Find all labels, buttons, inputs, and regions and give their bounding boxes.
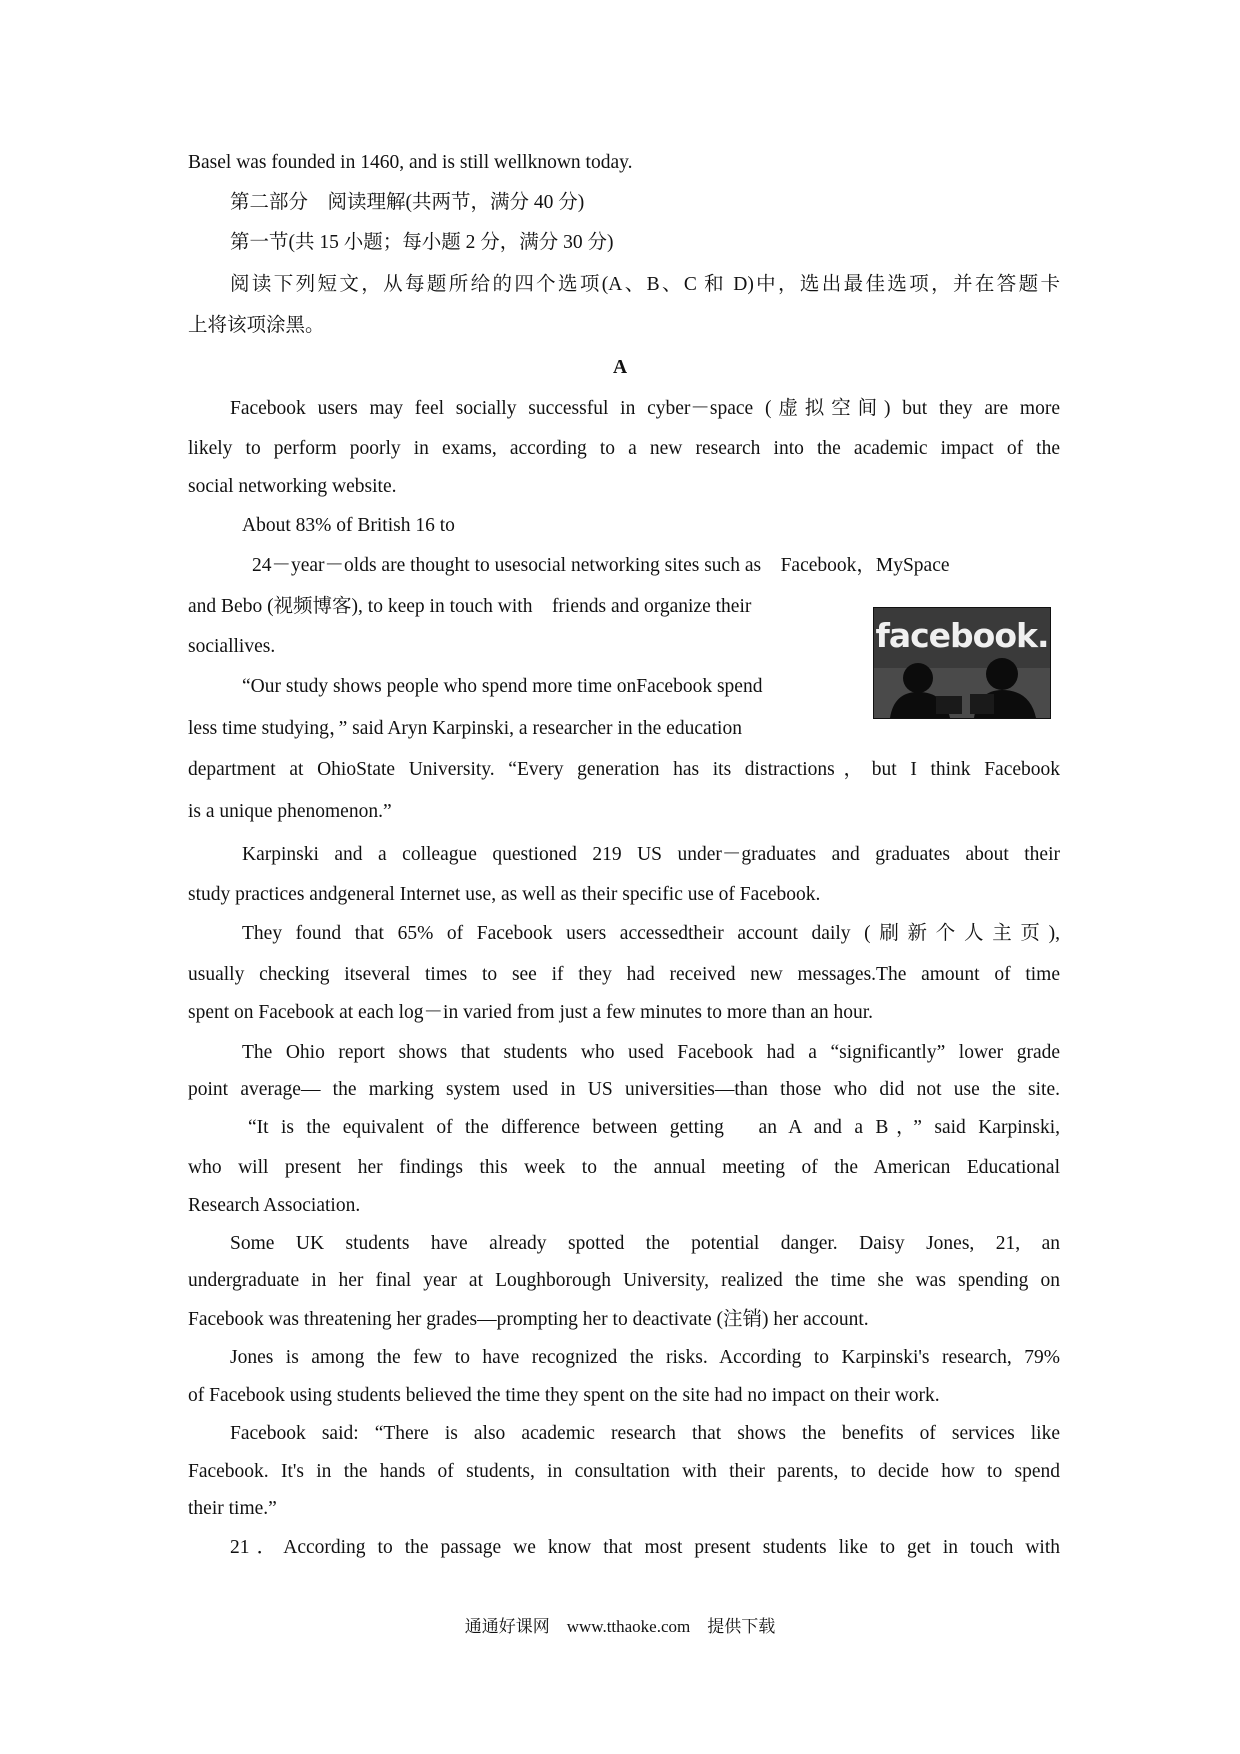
paragraph-line: “Our study shows people who spend more time onFacebook spend <box>242 676 763 697</box>
instruction-line: 上将该项涂黑。 <box>188 315 325 336</box>
paragraph-line: Research Association. <box>188 1195 361 1216</box>
page-footer: 通通好课网 www.tthaoke.com 提供下载 <box>464 1617 776 1636</box>
paragraph-line: undergraduate in her final year at Loughborough University, realized the time she was spending on <box>188 1270 1060 1291</box>
paragraph-line: Karpinski and a colleague questioned 219 US under－graduates and graduates about their <box>242 844 1060 865</box>
paragraph-line: and Bebo (视频博客), to keep in touch with friends and organize their <box>188 596 752 617</box>
paragraph-line: who will present her findings this week to the annual meeting of the American Educational <box>188 1157 1060 1178</box>
paragraph-line: Facebook said: “There is also academic research that shows the benefits of services like <box>230 1423 1060 1444</box>
text-line: Basel was founded in 1460, and is still wellknown today. <box>188 152 633 173</box>
question-line: 21．According to the passage we know that most present students like to get in touch with <box>230 1537 1060 1558</box>
paragraph-line: their time.” <box>188 1498 277 1519</box>
paragraph-line: They found that 65% of Facebook users accessedtheir account daily (刷新个人主页), <box>242 923 1060 944</box>
paragraph-line: of Facebook using students believed the time they spent on the site had no impact on their work. <box>188 1385 940 1406</box>
passage-title: A <box>612 357 628 378</box>
paragraph-line: point average— the marking system used in US universities—than those who did not use the site. <box>188 1079 1060 1100</box>
instruction-line: 阅读下列短文，从每题所给的四个选项(A、B、C 和 D)中，选出最佳选项，并在答题卡 <box>230 274 1060 295</box>
paragraph-line: Jones is among the few to have recognized the risks. According to Karpinski's research, 79% <box>230 1347 1060 1368</box>
section-heading: 第二部分 阅读理解(共两节，满分 40 分) <box>230 192 585 213</box>
paragraph-line: Some UK students have already spotted the potential danger. Daisy Jones, 21, an <box>230 1233 1060 1254</box>
paragraph-line: likely to perform poorly in exams, according to a new research into the academic impact of the <box>188 438 1060 459</box>
paragraph-line: About 83% of British 16 to <box>242 515 455 536</box>
paragraph-line: Facebook. It's in the hands of students, in consultation with their parents, to decide how to spend <box>188 1461 1060 1482</box>
paragraph-line: department at OhioState University. “Every generation has its distractions，but I think Facebook <box>188 759 1060 780</box>
paragraph-line: less time studying，” said Aryn Karpinski, a researcher in the education <box>188 718 742 739</box>
paragraph-line: Facebook users may feel socially successful in cyber－space (虚拟空间) but they are more <box>230 398 1060 419</box>
facebook-logo: facebook. <box>875 616 1049 655</box>
paragraph-line: social networking website. <box>188 476 397 497</box>
paragraph-line: sociallives. <box>188 636 276 657</box>
subsection-heading: 第一节(共 15 小题；每小题 2 分，满分 30 分) <box>230 232 614 253</box>
paragraph-line: “It is the equivalent of the difference between getting an A and a B，” said Karpinski, <box>248 1117 1060 1138</box>
paragraph-line: is a unique phenomenon.” <box>188 801 392 822</box>
paragraph-line: The Ohio report shows that students who used Facebook had a “significantly” lower grade <box>242 1042 1060 1063</box>
paragraph-line: Facebook was threatening her grades—prompting her to deactivate (注销) her account. <box>188 1309 869 1330</box>
facebook-photo <box>873 607 1051 719</box>
paragraph-line: usually checking itseveral times to see if they had received new messages.The amount of time <box>188 964 1060 985</box>
paragraph-line: study practices andgeneral Internet use, as well as their specific use of Facebook. <box>188 884 821 905</box>
paragraph-line: 24－year－olds are thought to usesocial networking sites such as Facebook，MySpace <box>252 555 950 576</box>
paragraph-line: spent on Facebook at each log－in varied from just a few minutes to more than an hour. <box>188 1002 874 1023</box>
